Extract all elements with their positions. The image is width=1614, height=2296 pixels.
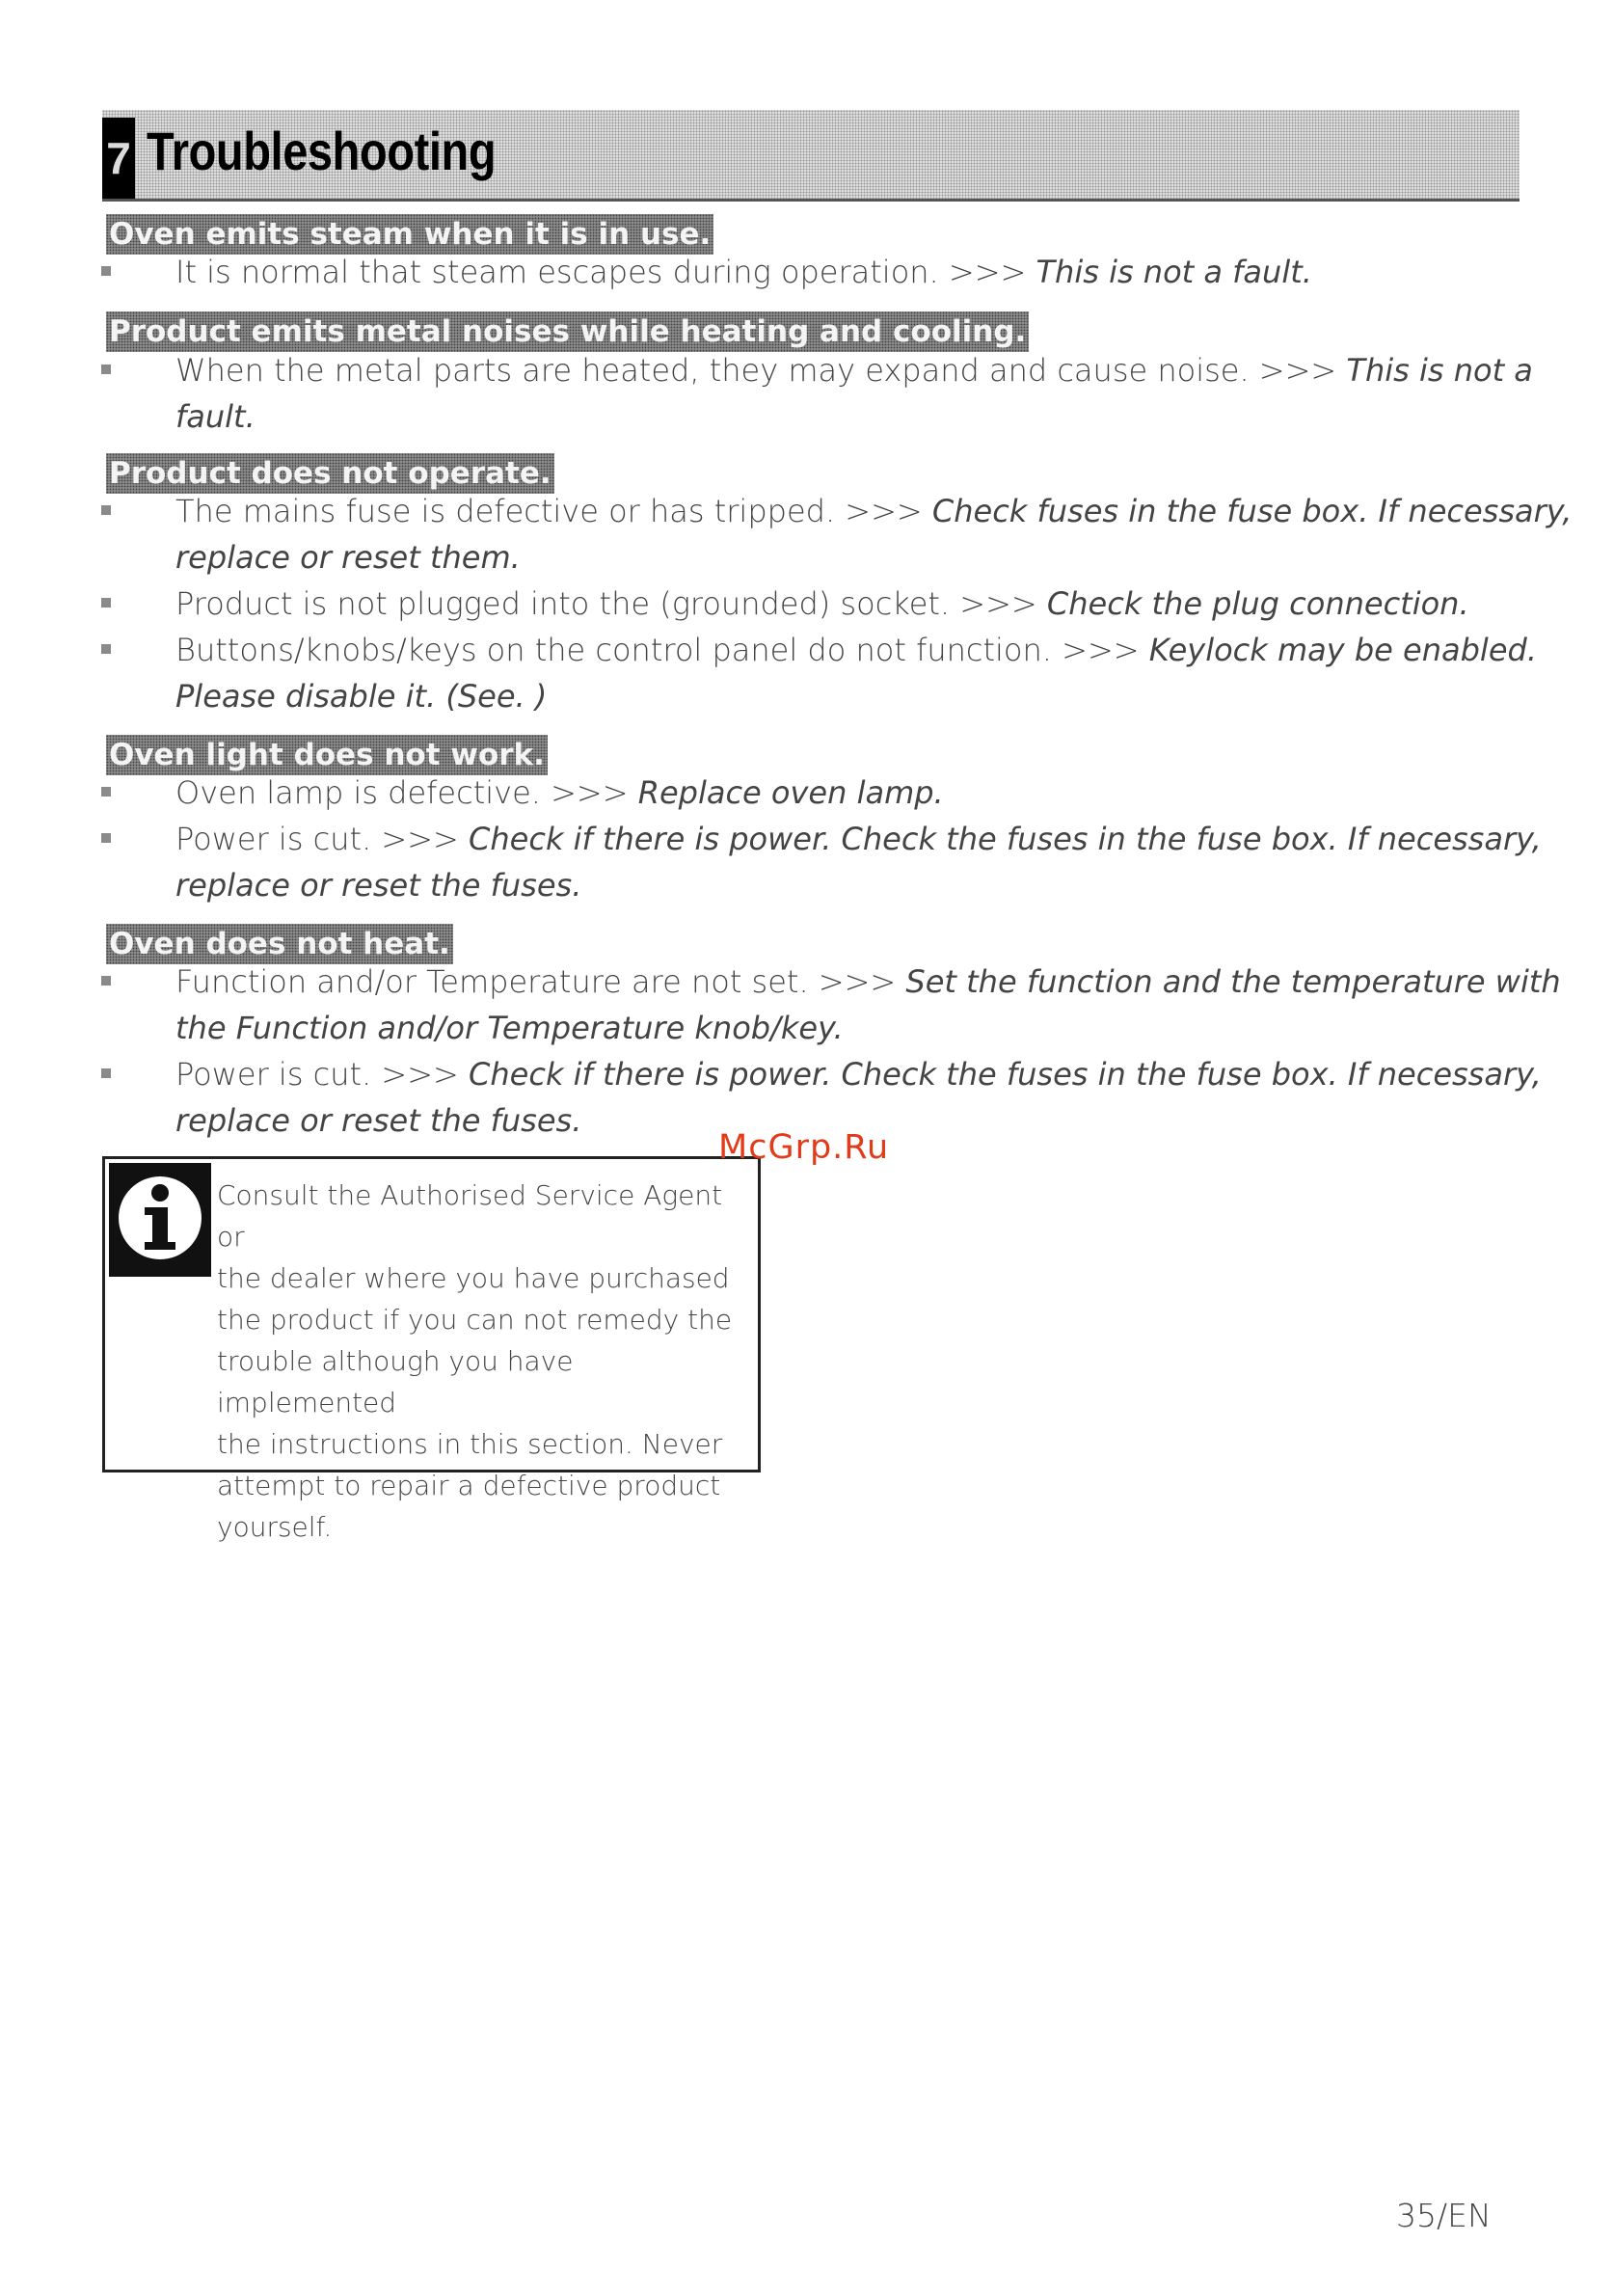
bullet-icon	[101, 644, 111, 654]
info-icon	[109, 1163, 211, 1277]
bullet-icon	[101, 833, 111, 843]
bullet-icon	[101, 266, 111, 276]
info-box	[102, 1156, 761, 1543]
section-heading: Oven light does not work.	[106, 735, 548, 775]
bullet-icon	[101, 365, 111, 374]
watermark: McGrp.Ru	[718, 1128, 890, 1167]
page-number: 35/EN	[1396, 2197, 1492, 2234]
section-heading: Product does not operate.	[106, 453, 554, 494]
item-line: replace or reset the fuses.	[175, 1102, 582, 1139]
item-line: It is normal that steam escapes during operation. >>> This is not a fault.	[175, 254, 1312, 290]
info-text: Consult the Authorised Service Agent or the dealer where you have purchased the product if you can not remedy the trouble although you have implemented the instructions in this section. Never attempt to repair a defective product yourself.	[217, 1179, 733, 1543]
item-line: replace or reset the fuses.	[175, 867, 582, 904]
section-heading: Oven emits steam when it is in use.	[106, 214, 713, 255]
item-line: The mains fuse is defective or has tripped. >>> Check fuses in the fuse box. If necessary,	[175, 493, 1573, 529]
chapter-number: 7	[102, 118, 135, 199]
item-line: Product is not plugged into the (grounded) socket. >>> Check the plug connection.	[175, 585, 1469, 622]
bullet-icon	[101, 505, 111, 515]
item-line: Oven lamp is defective. >>> Replace oven lamp.	[175, 774, 944, 811]
section-heading: Product emits metal noises while heating and cooling.	[106, 311, 1029, 352]
item-line: Buttons/knobs/keys on the control panel do not function. >>> Keylock may be enabled.	[175, 632, 1537, 668]
section-heading: Oven does not heat.	[106, 924, 453, 964]
bullet-icon	[101, 598, 111, 608]
bullet-icon	[101, 976, 111, 986]
bullet-icon	[101, 787, 111, 797]
item-line: Power is cut. >>> Check if there is power. Check the fuses in the fuse box. If necessary,	[175, 1056, 1542, 1093]
item-line: Power is cut. >>> Check if there is power. Check the fuses in the fuse box. If necessary,	[175, 821, 1542, 857]
chapter-header	[102, 110, 1520, 202]
item-line: replace or reset them.	[175, 539, 521, 576]
chapter-title: Troubleshooting	[147, 121, 497, 181]
item-line: Function and/or Temperature are not set. >>> Set the function and the temperature with	[175, 963, 1561, 1000]
item-line: the Function and/or Temperature knob/key.	[175, 1010, 844, 1046]
item-line: Please disable it. (See. )	[175, 678, 548, 715]
item-line: When the metal parts are heated, they may expand and cause noise. >>> This is not a	[175, 352, 1533, 389]
item-line: fault.	[175, 398, 256, 435]
bullet-icon	[101, 1068, 111, 1078]
